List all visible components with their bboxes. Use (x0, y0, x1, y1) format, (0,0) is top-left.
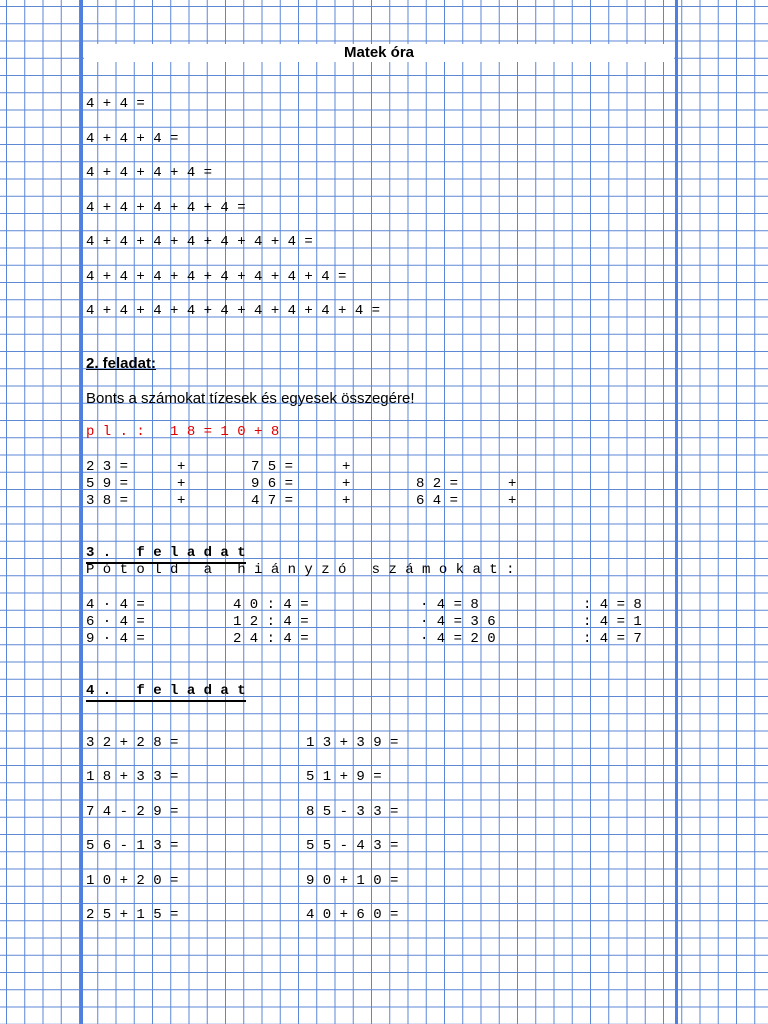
task3-cell: : 4 = 8 (583, 597, 642, 613)
task2-cell: 5 9 = (86, 476, 129, 492)
task3-cell: 4 · 4 = (86, 597, 145, 613)
task3-cell: 9 · 4 = (86, 631, 145, 647)
task3-cell: · 4 = 3 6 (420, 614, 496, 630)
task4-left: 3 2 + 2 8 = (86, 735, 179, 751)
task4-left: 2 5 + 1 5 = (86, 907, 179, 923)
task3-cell: · 4 = 8 (420, 597, 479, 613)
task1-row-2: 4 + 4 + 4 = (86, 131, 179, 147)
task4-left: 1 8 + 3 3 = (86, 769, 179, 785)
task3-cell: : 4 = 7 (583, 631, 642, 647)
task4-left: 1 0 + 2 0 = (86, 873, 179, 889)
task4-right: 1 3 + 3 9 = (306, 735, 399, 751)
task4-heading: 4 . f e l a d a t (86, 683, 246, 702)
task3-cell: 1 2 : 4 = (233, 614, 309, 630)
task4-left: 5 6 - 1 3 = (86, 838, 179, 854)
task4-right: 9 0 + 1 0 = (306, 873, 399, 889)
task1-row-4: 4 + 4 + 4 + 4 + 4 = (86, 200, 246, 216)
page-title: Matek óra (84, 44, 674, 62)
task3-instruction: P ó t o l d a h i á n y z ó s z á m o k a t : (86, 562, 515, 578)
task2-cell: 9 6 = (251, 476, 294, 492)
task4-right: 4 0 + 6 0 = (306, 907, 399, 923)
task2-cell: + (508, 493, 517, 509)
task2-cell: + (508, 476, 517, 492)
task2-instruction: Bonts a számokat tízesek és egyesek összegére! (86, 390, 415, 407)
task1-row-3: 4 + 4 + 4 + 4 = (86, 165, 213, 181)
task4-right: 8 5 - 3 3 = (306, 804, 399, 820)
task3-cell: 4 0 : 4 = (233, 597, 309, 613)
left-margin-line (80, 0, 83, 1024)
task2-cell: + (342, 459, 351, 475)
task2-cell: 8 2 = (416, 476, 459, 492)
task3-cell: : 4 = 1 (583, 614, 642, 630)
task2-heading: 2. feladat: (86, 355, 157, 372)
task4-right: 5 5 - 4 3 = (306, 838, 399, 854)
task1-row-6: 4 + 4 + 4 + 4 + 4 + 4 + 4 + 4 = (86, 269, 347, 285)
task2-cell: + (177, 459, 186, 475)
task3-heading: 3 . f e l a d a t (86, 545, 246, 564)
task2-cell: + (177, 493, 186, 509)
task2-cell: + (342, 493, 351, 509)
task3-cell: · 4 = 2 0 (420, 631, 496, 647)
task2-cell: 3 8 = (86, 493, 129, 509)
task1-row-7: 4 + 4 + 4 + 4 + 4 + 4 + 4 + 4 + 4 = (86, 303, 381, 319)
right-margin-line (675, 0, 678, 1024)
task2-cell: + (177, 476, 186, 492)
task2-example: p l . : 1 8 = 1 0 + 8 (86, 424, 280, 440)
task3-cell: 2 4 : 4 = (233, 631, 309, 647)
task2-cell: + (342, 476, 351, 492)
task1-row-5: 4 + 4 + 4 + 4 + 4 + 4 + 4 = (86, 234, 313, 250)
task4-right: 5 1 + 9 = (306, 769, 382, 785)
task2-cell: 7 5 = (251, 459, 294, 475)
task4-left: 7 4 - 2 9 = (86, 804, 179, 820)
task2-cell: 6 4 = (416, 493, 459, 509)
task1-row-1: 4 + 4 = (86, 96, 145, 112)
task2-cell: 2 3 = (86, 459, 129, 475)
task3-cell: 6 · 4 = (86, 614, 145, 630)
task2-cell: 4 7 = (251, 493, 294, 509)
